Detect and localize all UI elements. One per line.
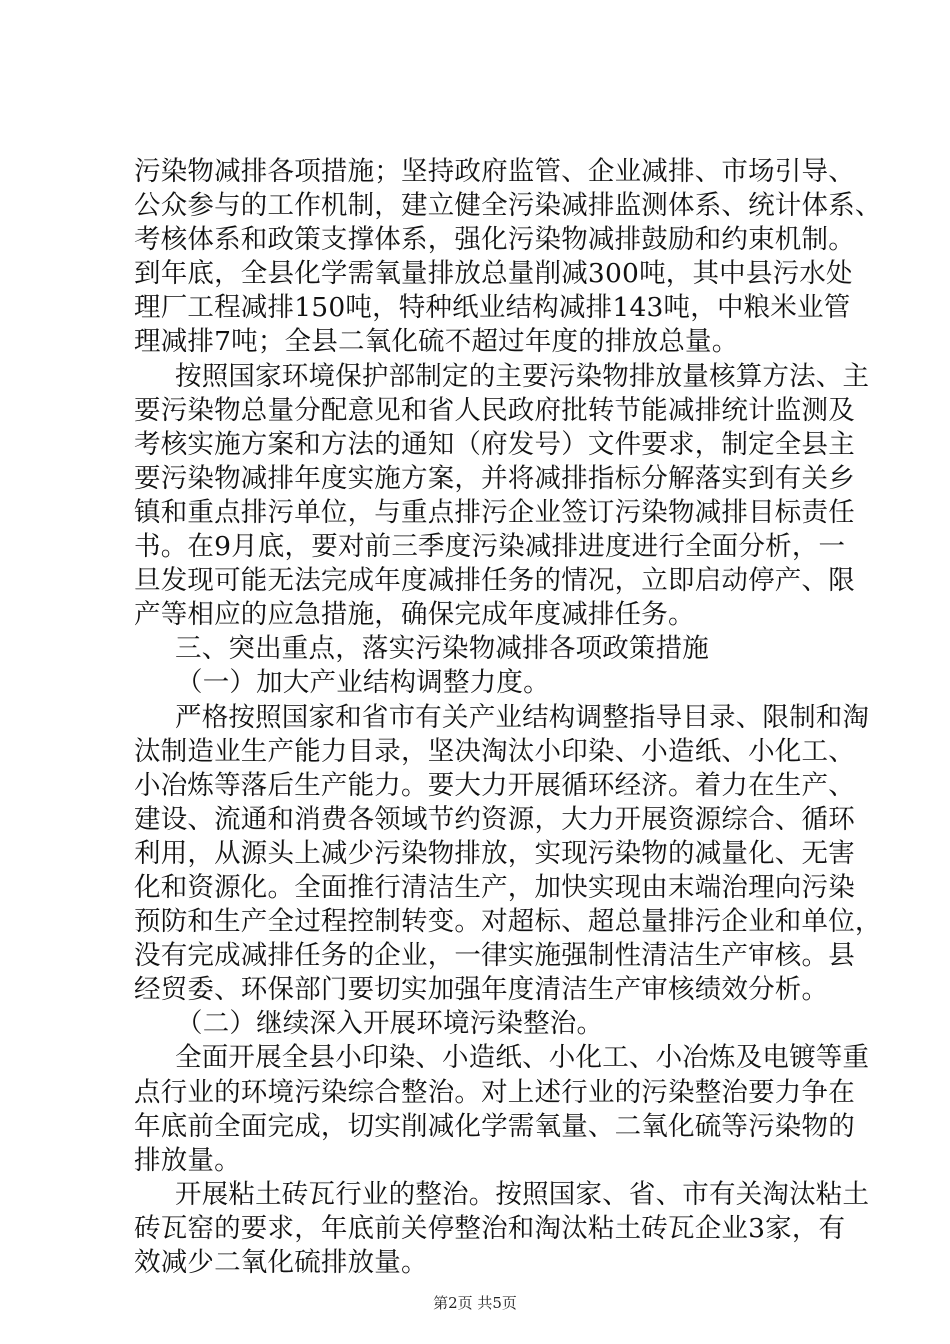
subsection-heading: （一）加大产业结构调整力度。: [176, 667, 550, 699]
paragraph-start-line: 按照国家环境保护部制定的主要污染物排放量核算方法、主: [175, 360, 870, 392]
document-body: [134, 155, 882, 1280]
text-line: 利用，从源头上减少污染物排放，实现污染物的减量化、无害: [134, 837, 855, 869]
subsection-heading: （二）继续深入开展环境污染整治。: [176, 1008, 604, 1040]
text-line: 理厂工程减排150吨，特种纸业结构减排143吨，中粮米业管: [134, 292, 851, 324]
text-line: 理减排7吨；全县二氧化硫不超过年度的排放总量。: [134, 326, 739, 358]
text-line: 没有完成减排任务的企业，一律实施强制性清洁生产审核。县: [134, 940, 855, 972]
text-line: 要污染物减排年度实施方案，并将减排指标分解落实到有关乡: [134, 462, 855, 494]
text-line: 年底前全面完成，切实削减化学需氧量、二氧化硫等污染物的: [134, 1110, 855, 1142]
text-line: 效减少二氧化硫排放量。: [134, 1247, 428, 1278]
text-line: 要污染物总量分配意见和省人民政府批转节能减排统计监测及: [134, 394, 855, 426]
text-line: 排放量。: [134, 1144, 241, 1176]
text-line: 建设、流通和消费各领域节约资源，大力开展资源综合、循环: [134, 803, 855, 835]
text-line: 书。在9月底，要对前三季度污染减排进度进行全面分析，一: [134, 531, 846, 563]
text-line: 化和资源化。全面推行清洁生产，加快实现由末端治理向污染: [134, 871, 855, 903]
text-line: 汰制造业生产能力目录，坚决淘汰小印染、小造纸、小化工、: [134, 735, 855, 767]
text-line: 砖瓦窑的要求，年底前关停整治和淘汰粘土砖瓦企业3家，有: [134, 1212, 846, 1244]
text-line: 考核实施方案和方法的通知（府发号）文件要求，制定全县主: [134, 428, 855, 460]
paragraph-start-line: 严格按照国家和省市有关产业结构调整指导目录、限制和淘: [175, 701, 870, 733]
paragraph-start-line: 全面开展全县小印染、小造纸、小化工、小冶炼及电镀等重: [175, 1042, 870, 1074]
text-line: 到年底，全县化学需氧量排放总量削减300吨，其中县污水处: [134, 258, 853, 290]
paragraph-start-line: 开展粘土砖瓦行业的整治。按照国家、省、市有关淘汰粘土: [175, 1178, 870, 1210]
text-line: 点行业的环境污染综合整治。对上述行业的污染整治要力争在: [134, 1076, 855, 1108]
text-line: 小冶炼等落后生产能力。要大力开展循环经济。着力在生产、: [134, 769, 855, 801]
section-heading: 三、突出重点，落实污染物减排各项政策措施: [175, 633, 709, 665]
text-line: 产等相应的应急措施，确保完成年度减排任务。: [134, 599, 695, 631]
text-line: 考核体系和政策支撑体系，强化污染物减排鼓励和约束机制。: [134, 224, 855, 256]
text-line: 公众参与的工作机制，建立健全污染减排监测体系、统计体系、: [134, 190, 882, 222]
text-line: 预防和生产全过程控制转变。对超标、超总量排污企业和单位，: [134, 906, 882, 938]
text-line: 镇和重点排污单位，与重点排污企业签订污染物减排目标责任: [134, 496, 855, 528]
page-number-footer: 第2页 共5页: [433, 1294, 517, 1312]
text-line: 旦发现可能无法完成年度减排任务的情况，立即启动停产、限: [134, 565, 855, 597]
text-line: 污染物减排各项措施；坚持政府监管、企业减排、市场引导、: [134, 156, 855, 187]
text-line: 经贸委、环保部门要切实加强年度清洁生产审核绩效分析。: [134, 974, 829, 1006]
